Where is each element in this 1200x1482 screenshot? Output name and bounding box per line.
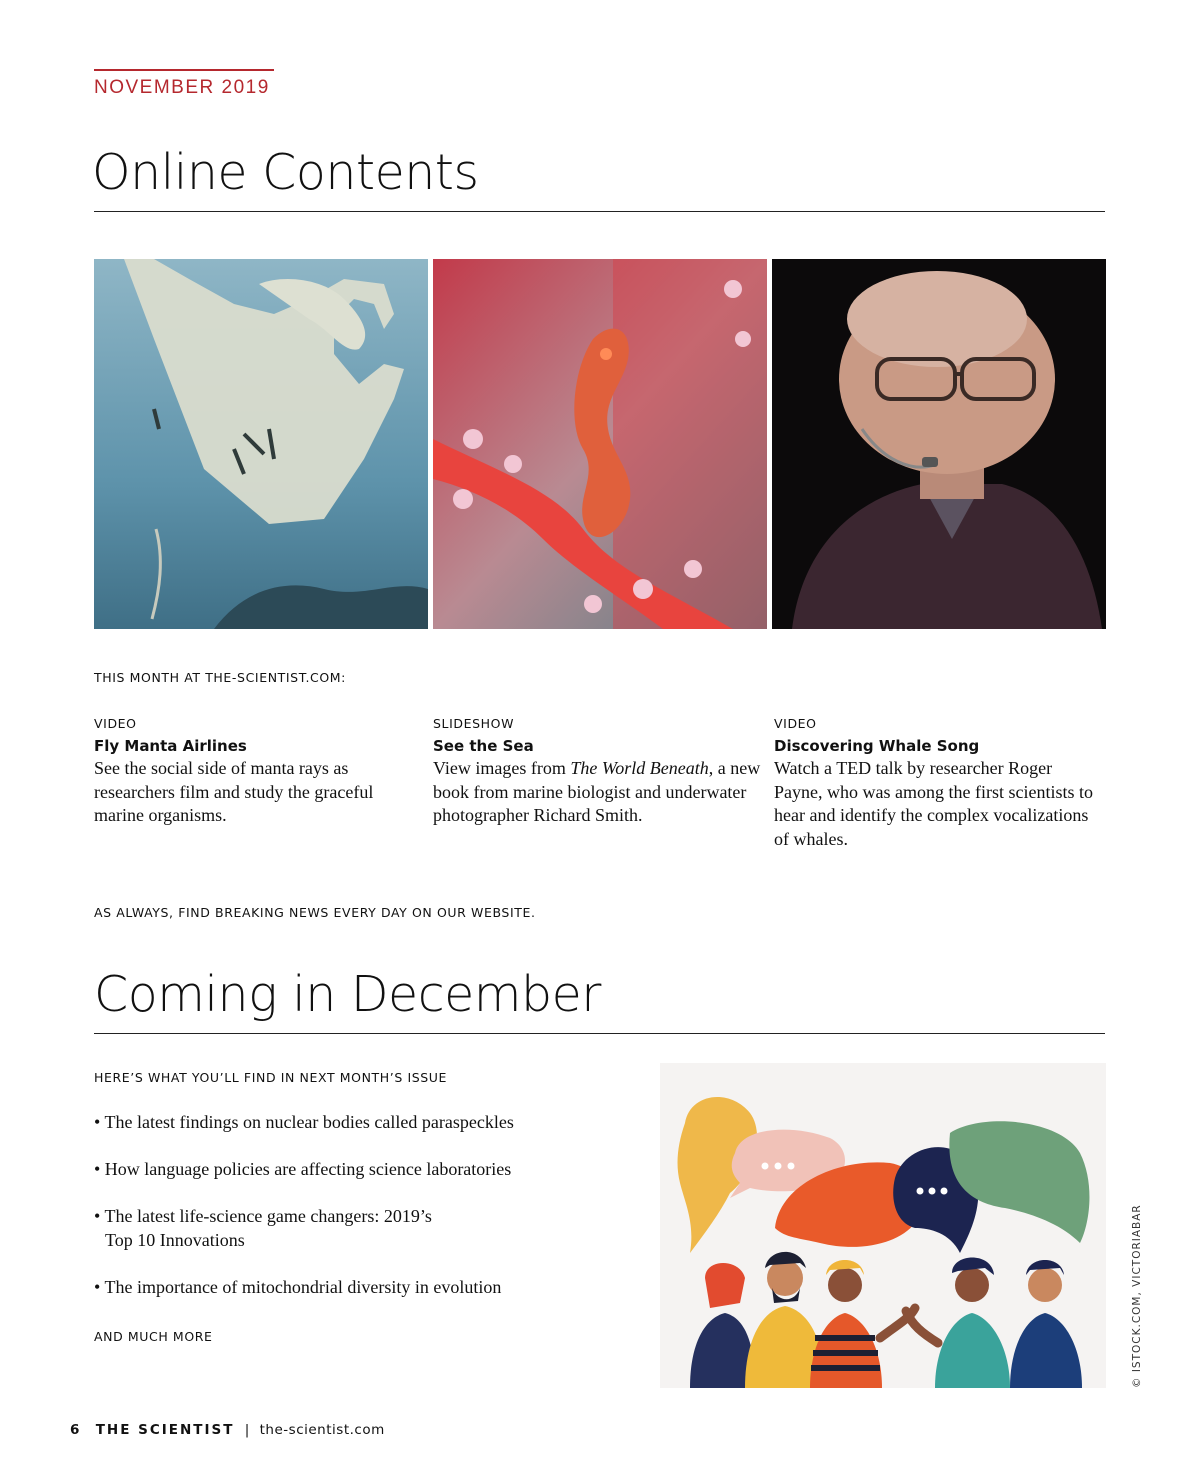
item-description: Watch a TED talk by researcher Roger Payne, who was among the first scientists to hear and identify the complex vocalizations of whales. — [774, 758, 1093, 849]
list-item: • The importance of mitochondrial diversity in evolution — [94, 1277, 502, 1297]
site-url-link[interactable]: the-scientist.com — [259, 1422, 385, 1438]
item-category: VIDEO — [94, 716, 137, 731]
online-item[interactable] — [433, 716, 763, 828]
item-title[interactable]: Discovering Whale Song — [774, 737, 980, 755]
magazine-name: THE SCIENTIST — [95, 1422, 235, 1438]
page-title: Online Contents — [92, 144, 479, 201]
list-item-text: • The latest life-science game changers: 2019’s — [94, 1206, 432, 1226]
list-item-continued: Top 10 Innovations — [105, 1229, 245, 1250]
issue-date: NOVEMBER 2019 — [94, 77, 270, 98]
manta-ray-photo[interactable] — [94, 259, 428, 629]
list-item: • How language policies are affecting science laboratories — [94, 1159, 512, 1179]
pygmy-seahorse-photo[interactable] — [433, 259, 767, 629]
item-description — [433, 757, 763, 828]
online-intro: THIS MONTH AT THE-SCIENTIST.COM: — [94, 670, 346, 685]
item-category: VIDEO — [774, 716, 817, 731]
list-item: • The latest findings on nuclear bodies called paraspeckles — [94, 1112, 514, 1132]
item-description-end: , a new book from marine biologist and underwater photographer Richard Smith. — [433, 758, 761, 825]
breaking-news-note: AS ALWAYS, FIND BREAKING NEWS EVERY DAY ON OUR WEBSITE. — [94, 905, 536, 920]
speaker-photo[interactable] — [772, 259, 1106, 629]
section-title: Coming in December — [94, 966, 601, 1023]
item-title[interactable]: See the Sea — [433, 737, 534, 755]
photo-credit: © ISTOCK.COM, VICTORIABAR — [1131, 1204, 1143, 1388]
closing-note: AND MUCH MORE — [94, 1329, 213, 1344]
item-description-start: View images from — [433, 758, 571, 778]
online-item[interactable] — [94, 716, 424, 828]
people-talking-illustration — [660, 1063, 1106, 1388]
online-item[interactable] — [774, 716, 1104, 851]
title-divider — [94, 211, 1105, 212]
page-footer — [70, 1422, 385, 1438]
footer-separator: | — [244, 1422, 250, 1438]
item-title[interactable]: Fly Manta Airlines — [94, 737, 247, 755]
item-description: See the social side of manta rays as researchers film and study the graceful marine organisms. — [94, 758, 374, 825]
list-item — [94, 1205, 614, 1252]
next-issue-intro: HERE’S WHAT YOU’LL FIND IN NEXT MONTH’S ISSUE — [94, 1070, 448, 1085]
book-title: The World Beneath — [570, 758, 709, 778]
page-number: 6 — [70, 1422, 80, 1438]
issue-date-rule — [94, 69, 274, 71]
item-category: SLIDESHOW — [433, 716, 515, 731]
title-divider — [94, 1033, 1105, 1034]
